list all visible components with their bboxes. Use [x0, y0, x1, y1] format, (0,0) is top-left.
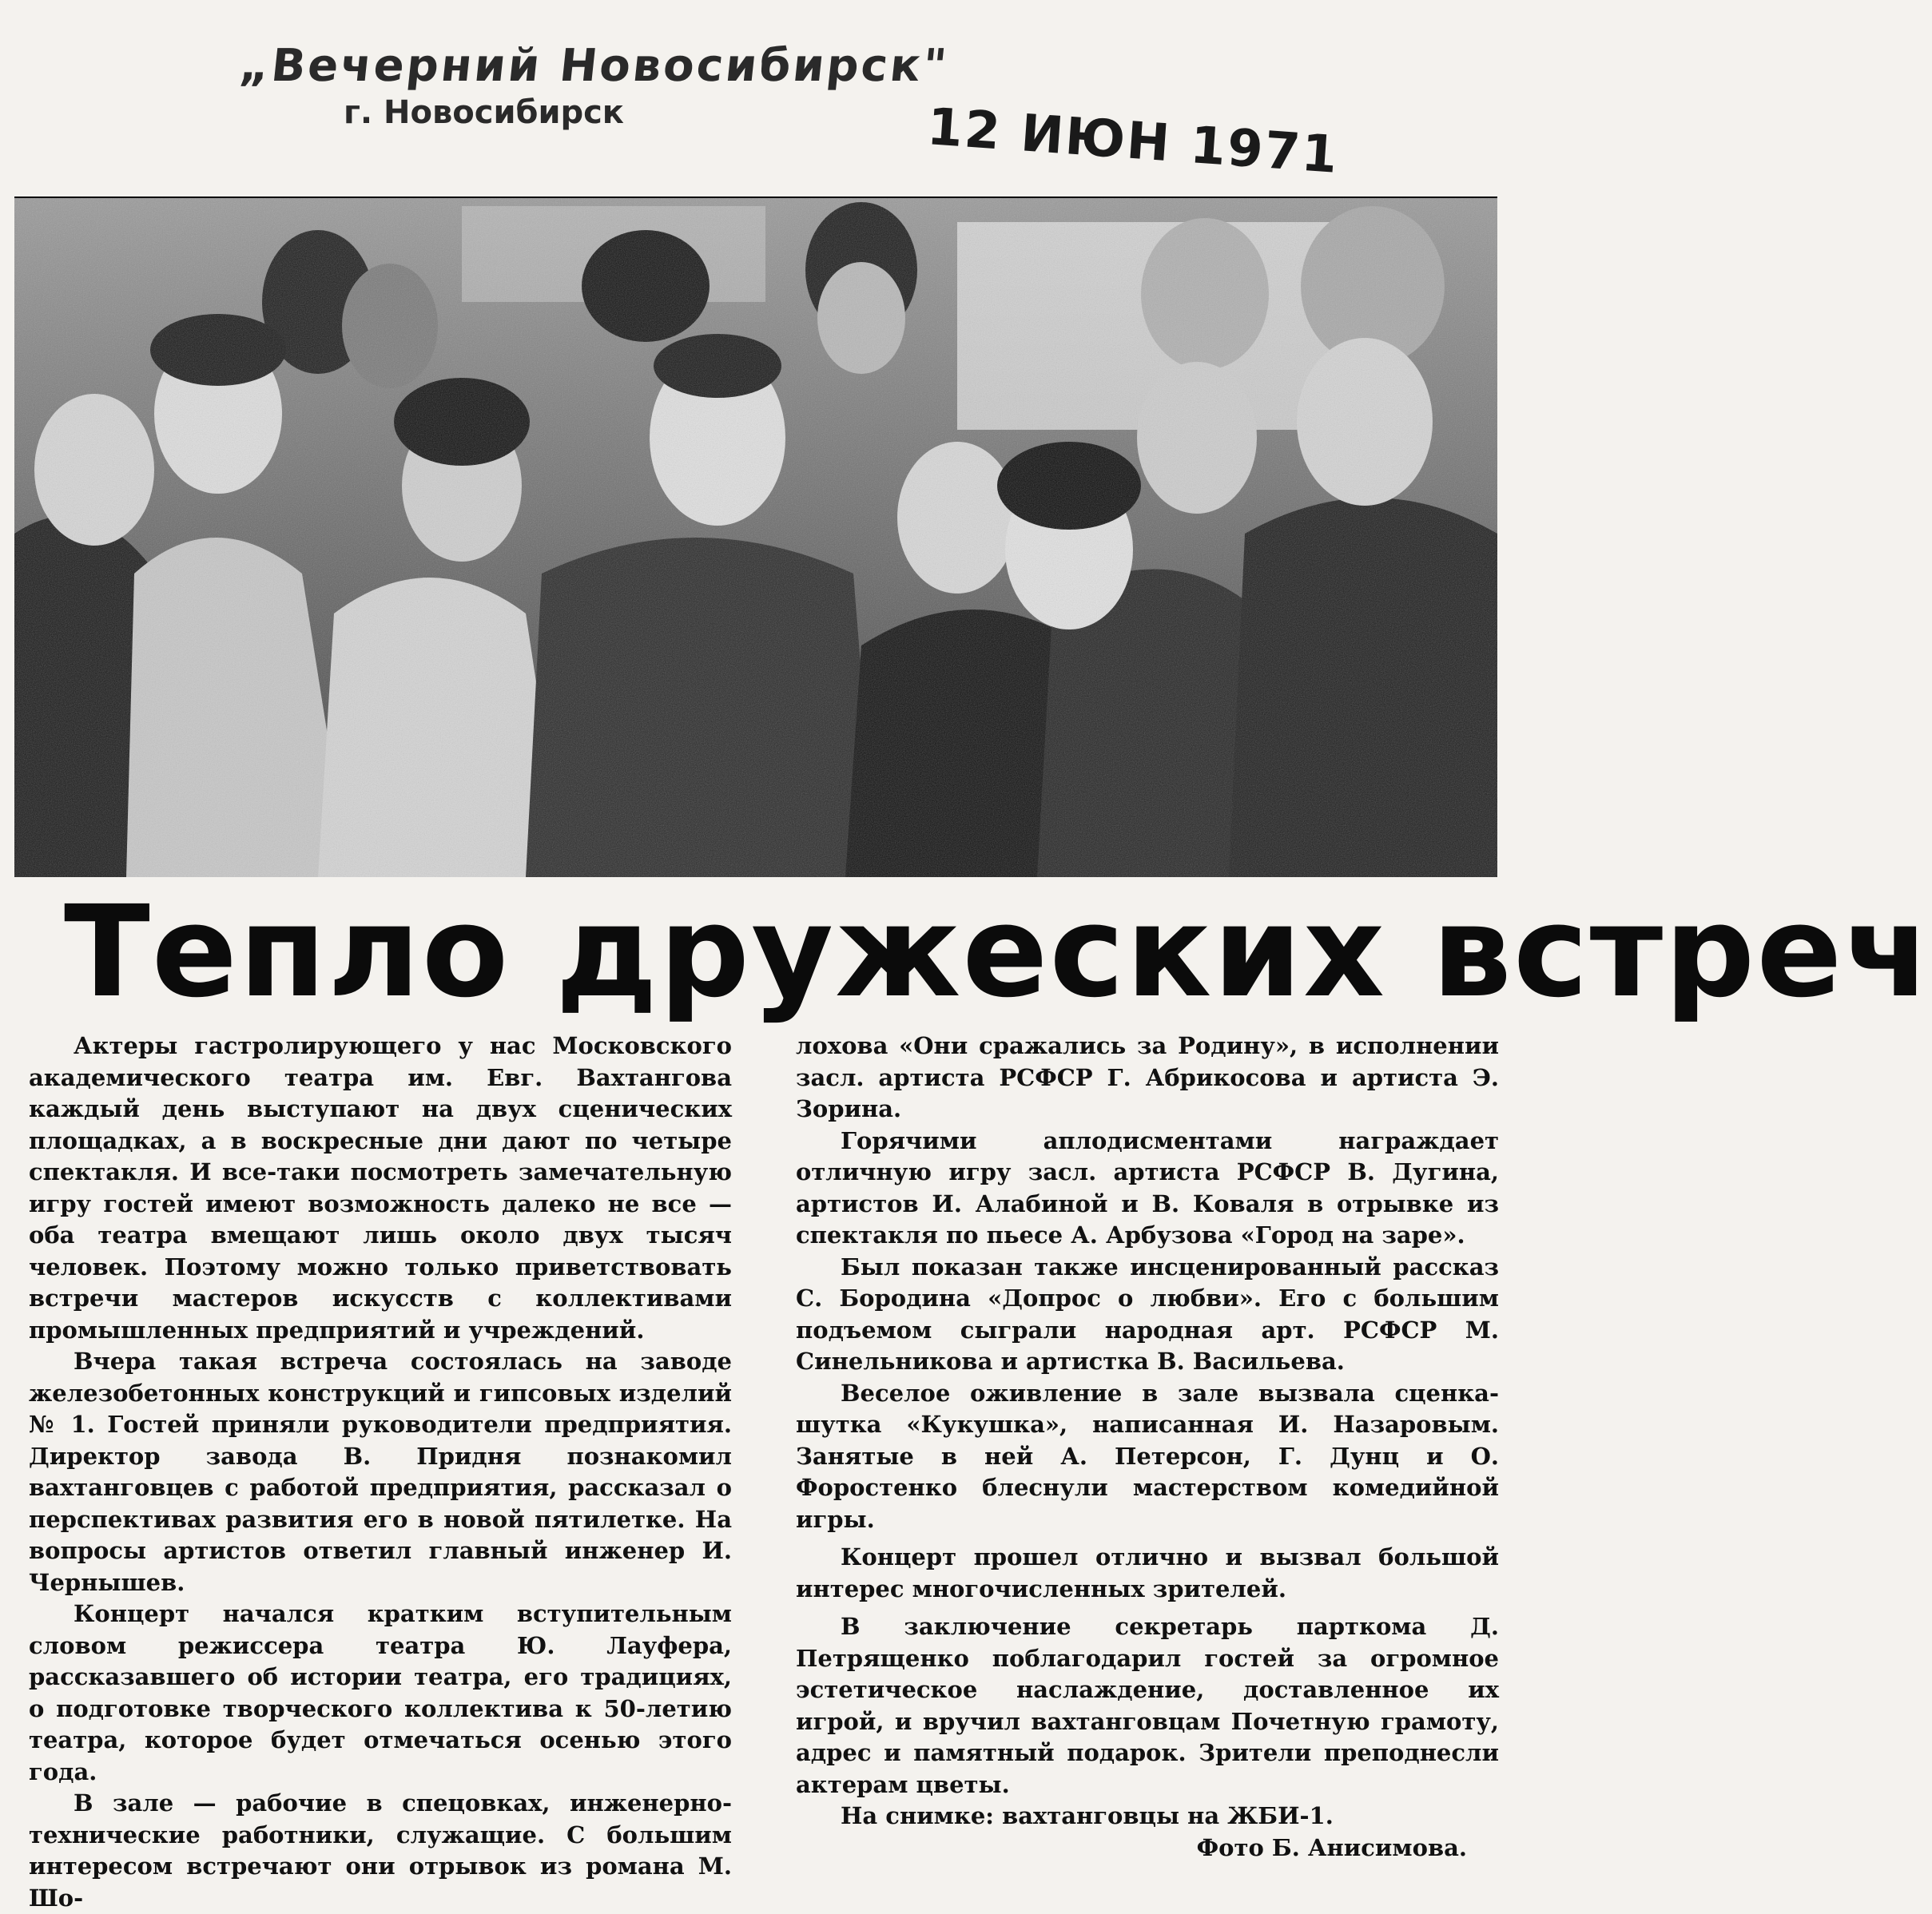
article-paragraph: Концерт начался кратким вступительным словом режиссера театра Ю. Лауфера, рассказавшего об истории театра, его традициях, о подготовке творческого коллектива к 50-летию театра, которое будет отмечаться осенью этого года.: [29, 1600, 732, 1785]
article-column-right: [796, 1030, 1499, 1861]
stamp-newspaper-name: „Вечерний Новосибирск": [237, 40, 952, 92]
article-paragraph: Веселое оживление в зале вызвала сценка-шутка «Кукушка», написанная И. Назаровым. Занятые в ней А. Петерсон, Г. Дунц и О. Форостенко блеснули мастерством комедийной игры.: [796, 1379, 1499, 1533]
archive-stamp: [0, 0, 1531, 192]
stamp-date: 12 ИЮН 1971: [925, 97, 1341, 185]
headline: Тепло дружеских встреч: [64, 879, 1932, 1026]
group-photo: [14, 197, 1497, 877]
article-paragraph: В заключение секретарь парткома Д. Петрященко поблагодарил гостей за огромное эстетическое наслаждение, доставленное их игрой, и вручил вахтанговцам Почетную грамоту, адрес и памятный подарок. Зрители преподнесли актерам цветы.: [796, 1613, 1499, 1798]
article-paragraph: Был показан также инсценированный рассказ С. Бородина «Допрос о любви». Его с большим подъемом сыграли народная арт. РСФСР М. Синельникова и артистка В. Васильева.: [796, 1253, 1499, 1375]
article-paragraph: Вчера такая встреча состоялась на заводе железобетонных конструкций и гипсовых изделий № 1. Гостей приняли руководители предприятия. Директор завода В. Придня познакомил вахтанговцев с работой предприятия, рассказал о перспективах развития его в новой пятилетке. На вопросы артистов ответил главный инженер И. Чернышев.: [29, 1348, 732, 1596]
article-paragraph: Горячими аплодисментами награждает отличную игру засл. артиста РСФСР В. Дугина, артистов И. Алабиной и В. Коваля в отрывке из спектакля по пьесе А. Арбузова «Город на заре».: [796, 1126, 1499, 1249]
article-column-left: [29, 1030, 732, 1912]
article-paragraph: В зале — рабочие в спецовках, инженерно-технические работники, служащие. С большим интересом встречают они отрывок из романа М. Шо-: [29, 1789, 732, 1912]
article-paragraph: Концерт прошел отлично и вызвал большой интерес многочисленных зрителей.: [796, 1543, 1499, 1602]
article-paragraph: Актеры гастролирующего у нас Московского академического театра им. Евг. Вахтангова каждый день выступают на двух сценических площадках, а в воскресные дни дают по четыре спектакля. И все-таки посмотреть замечательную игру гостей имеют возможность далеко не все — оба театра вмещают лишь около двух тысяч человек. Поэтому можно только приветствовать встречи мастеров искусств с коллективами промышленных предприятий и учреждений.: [29, 1032, 732, 1344]
photo-credit: Фото Б. Анисимова.: [1196, 1833, 1467, 1861]
stamp-city: г. Новосибирск: [344, 94, 624, 131]
article-paragraph-continued: лохова «Они сражались за Родину», в исполнении засл. артиста РСФСР Г. Абрикосова и артиста Э. Зорина.: [796, 1032, 1499, 1122]
photo-caption: На снимке: вахтанговцы на ЖБИ-1.: [841, 1802, 1334, 1829]
group-photo-image: [14, 198, 1497, 877]
